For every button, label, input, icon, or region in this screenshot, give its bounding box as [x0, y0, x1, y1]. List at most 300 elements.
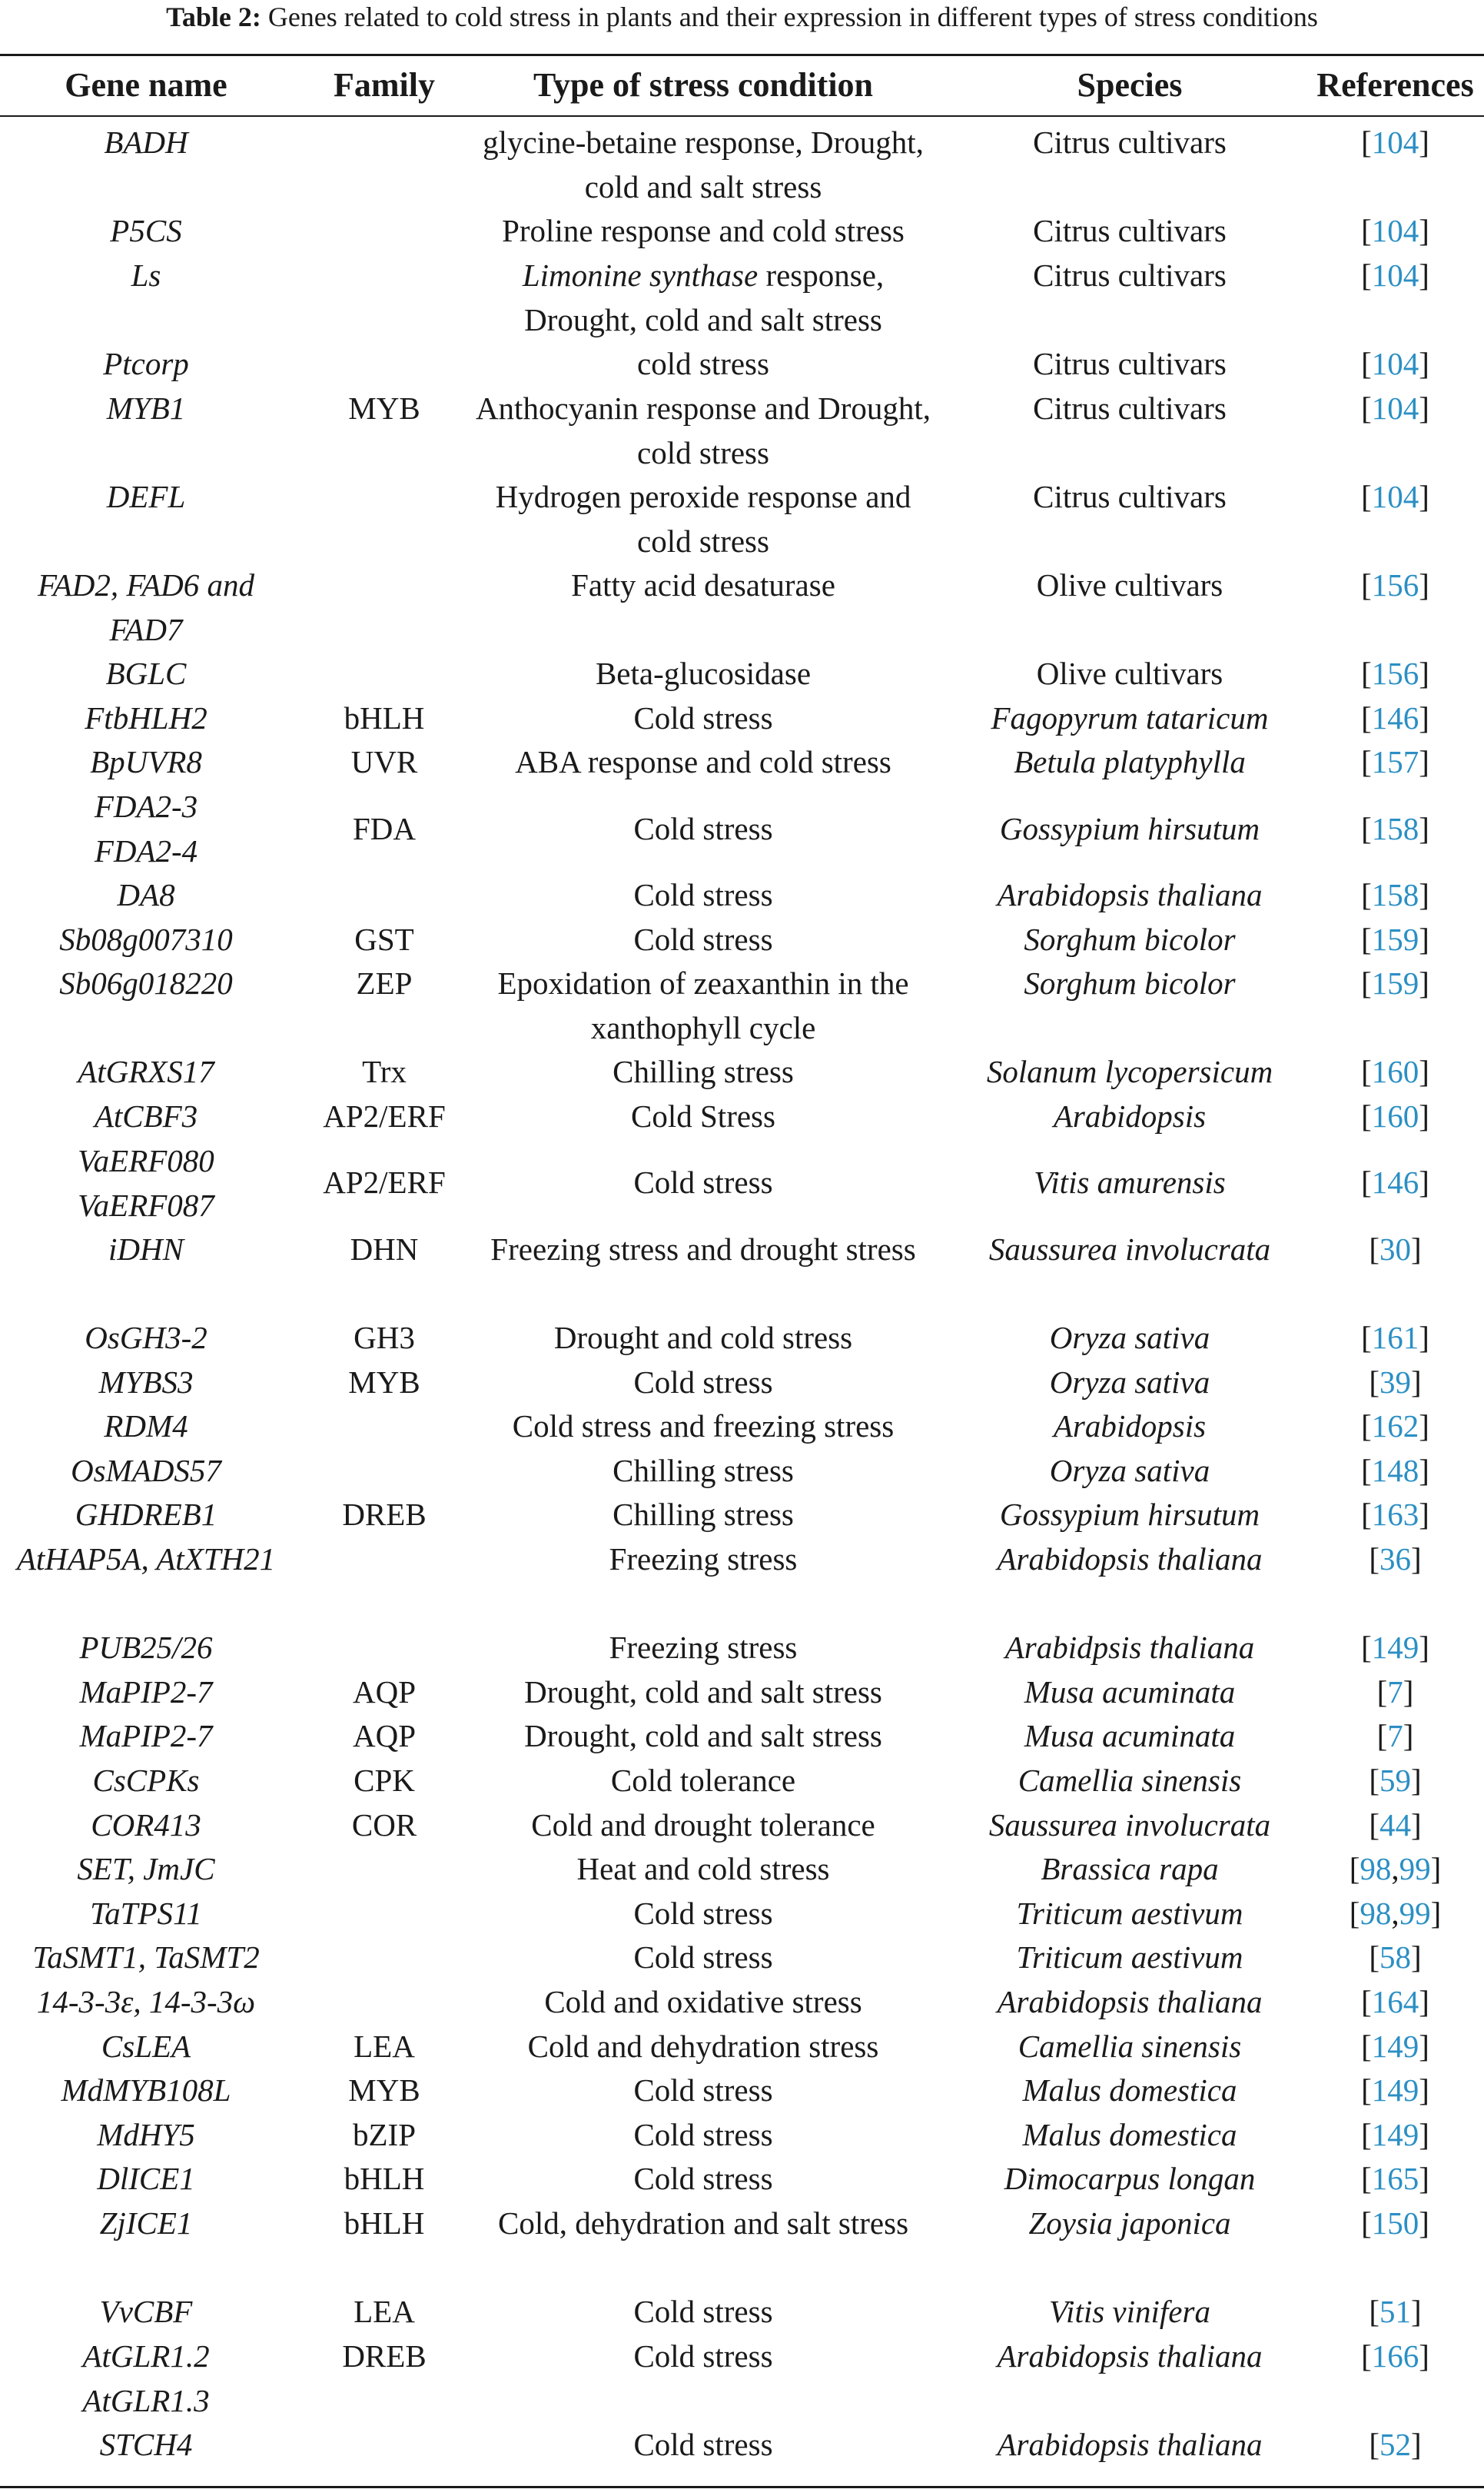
reference-link[interactable]: 58	[1379, 1939, 1411, 1976]
species-cell: Citrus cultivars	[1033, 125, 1227, 160]
reference-link[interactable]: 104	[1371, 257, 1419, 293]
reference-link[interactable]: 36	[1379, 1541, 1411, 1577]
stress-condition-cell: cold stress	[637, 345, 769, 381]
family-cell: AP2/ERF	[323, 1098, 446, 1135]
reference-link[interactable]: 166	[1371, 2338, 1419, 2374]
reference-link[interactable]: 149	[1371, 2028, 1419, 2064]
gene-name-cell: ZjICE1	[99, 2205, 193, 2241]
table-row	[0, 1979, 1484, 2024]
gene-name-cell: iDHN	[108, 1231, 184, 1267]
table-row	[0, 2112, 1484, 2157]
family-cell	[288, 253, 480, 341]
species-cell: Solanum lycopersicum	[986, 1054, 1273, 1090]
column-header-species: Species	[1077, 66, 1183, 104]
reference-link[interactable]: 149	[1371, 1630, 1419, 1666]
gene-name-cell: VaERF080 VaERF087	[78, 1142, 214, 1223]
stress-condition-cell: Epoxidation of zeaxanthin in the xanthophyll cycle	[497, 965, 909, 1046]
stress-condition-cell: Cold stress	[633, 2116, 773, 2152]
references-cell: [104]	[1361, 390, 1429, 426]
family-cell: bZIP	[353, 2116, 416, 2152]
family-cell	[288, 120, 480, 208]
table-row	[0, 208, 1484, 253]
family-cell	[288, 872, 480, 917]
reference-link[interactable]: 162	[1371, 1408, 1419, 1444]
references-cell: [58]	[1369, 1939, 1422, 1976]
references-cell: [149]	[1361, 2116, 1429, 2152]
stress-condition-cell: Cold stress	[633, 810, 773, 846]
reference-link[interactable]: 104	[1371, 390, 1419, 426]
stress-condition-cell: Freezing stress	[609, 1630, 798, 1666]
species-cell: Camellia sinensis	[1018, 1762, 1242, 1798]
table-row	[0, 2422, 1484, 2467]
table-row	[0, 651, 1484, 696]
gene-name-cell: VvCBF	[99, 2294, 193, 2330]
gene-name-cell: FtbHLH2	[85, 700, 207, 736]
table-row	[0, 1935, 1484, 1979]
table-row	[0, 1315, 1484, 1360]
table-row	[0, 563, 1484, 651]
reference-link[interactable]: 59	[1379, 1762, 1411, 1798]
references-cell: [160]	[1361, 1054, 1429, 1090]
references-cell: [163]	[1361, 1497, 1429, 1533]
reference-link[interactable]: 104	[1371, 213, 1419, 249]
gene-name-cell: SET, JmJC	[77, 1851, 215, 1887]
table-row	[0, 1094, 1484, 1138]
gene-name-cell: OsMADS57	[71, 1452, 221, 1488]
table-caption	[0, 0, 1484, 38]
stress-condition-cell: Freezing stress and drought stress	[490, 1231, 916, 1267]
family-cell	[288, 563, 480, 651]
family-cell	[288, 1404, 480, 1448]
species-cell: Citrus cultivars	[1033, 257, 1227, 293]
family-cell: DHN	[350, 1231, 419, 1267]
references-cell: [162]	[1361, 1408, 1429, 1444]
table-row	[0, 1492, 1484, 1537]
gene-name-cell: MdHY5	[97, 2116, 195, 2152]
gene-name-cell: AtHAP5A, AtXTH21	[16, 1541, 276, 1577]
references-cell: [59]	[1369, 1762, 1422, 1798]
stress-condition-cell: Cold and oxidative stress	[544, 1983, 862, 2019]
table-row	[0, 1891, 1484, 1936]
reference-link[interactable]: 51	[1379, 2294, 1411, 2330]
table-row	[0, 696, 1484, 740]
family-cell: bHLH	[344, 700, 425, 736]
column-header-family: Family	[334, 66, 435, 104]
gene-name-cell: BADH	[104, 125, 188, 160]
family-cell	[288, 1625, 480, 1670]
gene-name-cell: MaPIP2-7	[79, 1673, 213, 1710]
species-cell: Betula platyphylla	[1014, 744, 1246, 780]
species-cell: Citrus cultivars	[1033, 213, 1227, 249]
family-cell	[288, 1979, 480, 2024]
reference-link[interactable]: 149	[1371, 2116, 1419, 2152]
species-cell: Triticum aestivum	[1016, 1939, 1243, 1976]
table-row	[0, 1803, 1484, 1847]
reference-link[interactable]: 7	[1387, 1673, 1403, 1710]
gene-name-cell: Sb06g018220	[59, 965, 233, 1002]
species-cell: Olive cultivars	[1036, 567, 1223, 603]
reference-link[interactable]: 104	[1371, 345, 1419, 381]
reference-link[interactable]: 165	[1371, 2161, 1419, 2197]
table-row	[0, 386, 1484, 474]
family-cell: COR	[351, 1806, 417, 1843]
family-cell: MYB	[348, 1364, 420, 1400]
reference-link[interactable]: 156	[1371, 567, 1419, 603]
gene-name-cell: Ptcorp	[103, 345, 189, 381]
references-cell: [148]	[1361, 1452, 1429, 1488]
references-cell: [161]	[1361, 1320, 1429, 1356]
family-cell: Trx	[362, 1054, 407, 1090]
reference-link[interactable]: 163	[1371, 1497, 1419, 1533]
stress-condition-cell: Cold stress	[633, 2294, 773, 2330]
family-cell: DREB	[342, 2338, 427, 2374]
family-cell	[288, 1846, 480, 1891]
references-cell: [156]	[1361, 567, 1429, 603]
reference-link[interactable]: 104	[1371, 125, 1419, 160]
reference-link[interactable]: 164	[1371, 1983, 1419, 2019]
table-row	[0, 1448, 1484, 1493]
species-cell: Sorghum bicolor	[1024, 921, 1236, 957]
table-row	[0, 784, 1484, 872]
stress-condition-cell: Drought, cold and salt stress	[524, 1718, 882, 1754]
gene-name-cell: P5CS	[110, 213, 182, 249]
reference-link[interactable]: 7	[1387, 1718, 1403, 1754]
stress-condition-cell: glycine-betaine response, Drought, cold and salt stress	[483, 125, 924, 204]
family-cell	[288, 208, 480, 253]
table-row	[0, 2201, 1484, 2289]
references-cell: [159]	[1361, 965, 1429, 1002]
species-cell: Oryza sativa	[1049, 1364, 1210, 1400]
stress-condition-cell: Anthocyanin response and Drought, cold stress	[475, 390, 931, 470]
gene-name-cell: Sb08g007310	[59, 921, 233, 957]
table-row	[0, 2024, 1484, 2069]
species-cell: Arabidopsis thaliana	[997, 2426, 1263, 2462]
species-cell: Musa acuminata	[1024, 1673, 1236, 1710]
gene-name-cell: CsCPKs	[92, 1762, 200, 1798]
species-cell: Arabidopsis	[1053, 1098, 1207, 1135]
reference-link[interactable]: 146	[1371, 700, 1419, 736]
gene-name-cell: AtGLR1.2 AtGLR1.3	[82, 2338, 210, 2418]
stress-condition-cell: Cold stress	[633, 1939, 773, 1976]
table-bottom-rule	[0, 2486, 1484, 2488]
gene-name-cell: AtCBF3	[94, 1098, 198, 1135]
stress-condition-cell: Cold and dehydration stress	[527, 2028, 879, 2064]
references-cell: [150]	[1361, 2205, 1429, 2241]
reference-link[interactable]: 158	[1371, 877, 1419, 913]
reference-link[interactable]: 148	[1371, 1452, 1419, 1488]
family-cell: MYB	[348, 390, 420, 426]
table-row	[0, 1758, 1484, 1803]
stress-condition-cell: Limonine synthase response, Drought, cold and salt stress	[522, 257, 885, 337]
references-cell: [156]	[1361, 656, 1429, 692]
stress-condition-cell: Cold tolerance	[610, 1762, 796, 1798]
species-cell: Saussurea involucrata	[988, 1806, 1271, 1843]
family-cell: LEA	[354, 2028, 415, 2064]
references-cell: [165]	[1361, 2161, 1429, 2197]
stress-condition-cell: Cold Stress	[631, 1098, 775, 1135]
reference-link[interactable]: 149	[1371, 2072, 1419, 2109]
table-header-rule	[0, 115, 1484, 117]
gene-name-cell: MaPIP2-7	[79, 1718, 213, 1754]
species-cell: Arabidopsis thaliana	[997, 1983, 1263, 2019]
species-cell: Camellia sinensis	[1018, 2028, 1242, 2064]
species-cell: Saussurea involucrata	[988, 1231, 1271, 1267]
species-cell: Sorghum bicolor	[1024, 965, 1236, 1002]
species-cell: Arabidopsis thaliana	[997, 2338, 1263, 2374]
reference-link[interactable]: 52	[1379, 2426, 1411, 2462]
stress-condition-cell: Drought, cold and salt stress	[524, 1673, 882, 1710]
references-cell: [104]	[1361, 478, 1429, 514]
stress-condition-cell: Cold stress	[633, 1165, 773, 1201]
species-cell: Zoysia japonica	[1028, 2205, 1231, 2241]
gene-name-cell: DA8	[117, 877, 175, 913]
stress-condition-cell: Cold stress	[633, 2072, 773, 2109]
stress-condition-cell: Cold stress	[633, 2161, 773, 2197]
stress-condition-cell: Hydrogen peroxide response and cold stress	[495, 478, 911, 559]
stress-condition-cell: Cold stress	[633, 2338, 773, 2374]
table-row	[0, 1227, 1484, 1315]
family-cell	[288, 1537, 480, 1625]
family-cell: bHLH	[344, 2205, 425, 2241]
stress-condition-cell: Heat and cold stress	[576, 1851, 830, 1887]
table-row	[0, 1625, 1484, 1670]
column-header-stress-condition: Type of stress condition	[533, 66, 874, 104]
table-row	[0, 341, 1484, 386]
family-cell	[288, 1448, 480, 1493]
references-cell: [159]	[1361, 921, 1429, 957]
reference-link[interactable]: 44	[1379, 1806, 1411, 1843]
family-cell: ZEP	[356, 965, 413, 1002]
table-row	[0, 739, 1484, 784]
table-caption-text: Genes related to cold stress in plants and their expression in different types of stress conditions	[261, 2, 1318, 32]
references-cell: [158]	[1361, 877, 1429, 913]
family-cell: AQP	[352, 1718, 417, 1754]
references-cell: [164]	[1361, 1983, 1429, 2019]
references-cell: [160]	[1361, 1098, 1429, 1135]
species-cell: Gossypium hirsutum	[999, 810, 1260, 846]
reference-link[interactable]: 39	[1379, 1364, 1411, 1400]
table-row	[0, 1049, 1484, 1094]
species-cell: Arabidopsis	[1053, 1408, 1207, 1444]
table-top-rule	[0, 54, 1484, 56]
gene-name-cell: RDM4	[104, 1408, 188, 1444]
references-cell: [104]	[1361, 213, 1429, 249]
gene-name-cell: OsGH3-2	[85, 1320, 207, 1356]
table-body	[0, 120, 1484, 2466]
family-cell: bHLH	[344, 2161, 425, 2197]
table-row	[0, 1138, 1484, 1227]
gene-name-cell: FAD2, FAD6 and FAD7	[37, 567, 255, 647]
gene-name-cell: PUB25/26	[79, 1630, 213, 1666]
references-cell: [36]	[1369, 1541, 1422, 1577]
stress-condition-cell: Cold stress and freezing stress	[512, 1408, 895, 1444]
references-cell: [98,99]	[1349, 1895, 1442, 1931]
species-cell: Olive cultivars	[1036, 656, 1223, 692]
stress-condition-cell: Proline response and cold stress	[502, 213, 905, 249]
species-cell: Musa acuminata	[1024, 1718, 1236, 1754]
references-cell: [158]	[1361, 810, 1429, 846]
species-cell: Triticum aestivum	[1016, 1895, 1243, 1931]
stress-condition-cell: Beta-glucosidase	[595, 656, 812, 692]
gene-name-cell: Ls	[131, 257, 161, 293]
species-cell: Vitis amurensis	[1034, 1165, 1226, 1201]
references-cell: [166]	[1361, 2338, 1429, 2374]
references-cell: [30]	[1369, 1231, 1422, 1267]
reference-link[interactable]: 159	[1371, 965, 1419, 1002]
references-cell: [39]	[1369, 1364, 1422, 1400]
gene-name-cell: 14-3-3ε, 14-3-3ω	[36, 1983, 256, 2019]
gene-name-cell: TaTPS11	[90, 1895, 202, 1931]
reference-link[interactable]: 158	[1371, 810, 1419, 846]
reference-link[interactable]: 160	[1371, 1054, 1419, 1090]
family-cell	[288, 1935, 480, 1979]
stress-condition-cell: Chilling stress	[613, 1497, 794, 1533]
references-cell: [51]	[1369, 2294, 1422, 2330]
references-cell: [157]	[1361, 744, 1429, 780]
stress-condition-cell: Cold stress	[633, 921, 773, 957]
gene-name-cell: CsLEA	[101, 2028, 191, 2064]
stress-condition-cell: Cold and drought tolerance	[531, 1806, 875, 1843]
species-cell: Arabidpsis thaliana	[1004, 1630, 1255, 1666]
gene-name-cell: BGLC	[105, 656, 187, 692]
reference-link[interactable]: 161	[1371, 1320, 1419, 1356]
stress-condition-cell: ABA response and cold stress	[515, 744, 891, 780]
species-cell: Citrus cultivars	[1033, 478, 1227, 514]
table-row	[0, 1537, 1484, 1625]
stress-condition-cell: Cold stress	[633, 700, 773, 736]
family-cell	[288, 2422, 480, 2467]
table-row	[0, 917, 1484, 962]
family-cell	[288, 341, 480, 386]
table-row	[0, 2156, 1484, 2201]
references-cell: [7]	[1376, 1673, 1414, 1710]
table-row	[0, 1713, 1484, 1758]
table-row	[0, 474, 1484, 563]
species-cell: Dimocarpus longan	[1004, 2161, 1256, 2197]
references-cell: [149]	[1361, 2028, 1429, 2064]
species-cell: Gossypium hirsutum	[999, 1497, 1260, 1533]
species-cell: Fagopyrum tataricum	[991, 700, 1269, 736]
reference-link[interactable]: 30	[1379, 1231, 1411, 1267]
gene-name-cell: DlICE1	[97, 2161, 195, 2197]
table-row	[0, 1404, 1484, 1448]
column-header-references: References	[1316, 66, 1474, 104]
table-row	[0, 961, 1484, 1049]
family-cell: GST	[354, 921, 414, 957]
table-row	[0, 1670, 1484, 1714]
family-cell: LEA	[354, 2294, 415, 2330]
species-cell: Citrus cultivars	[1033, 345, 1227, 381]
reference-link[interactable]: 104	[1371, 478, 1419, 514]
references-cell: [104]	[1361, 257, 1429, 293]
references-cell: [98,99]	[1349, 1851, 1442, 1887]
reference-link[interactable]: 98	[1360, 1851, 1392, 1887]
references-cell: [104]	[1361, 345, 1429, 381]
family-cell	[288, 651, 480, 696]
table-row	[0, 2068, 1484, 2112]
table-row	[0, 1360, 1484, 1404]
species-cell: Oryza sativa	[1049, 1452, 1210, 1488]
species-cell: Citrus cultivars	[1033, 390, 1227, 426]
family-cell: MYB	[348, 2072, 420, 2109]
table-header	[0, 58, 1484, 112]
references-cell: [52]	[1369, 2426, 1422, 2462]
gene-name-cell: GHDREB1	[75, 1497, 217, 1533]
species-cell: Malus domestica	[1022, 2072, 1237, 2109]
reference-link[interactable]: 159	[1371, 921, 1419, 957]
gene-name-cell: AtGRXS17	[78, 1054, 214, 1090]
reference-link[interactable]: 99	[1399, 1895, 1431, 1931]
references-cell: [7]	[1376, 1718, 1414, 1754]
species-cell: Vitis vinifera	[1049, 2294, 1210, 2330]
gene-name-cell: TaSMT1, TaSMT2	[32, 1939, 260, 1976]
references-cell: [44]	[1369, 1806, 1422, 1843]
species-cell: Brassica rapa	[1041, 1851, 1219, 1887]
table-row	[0, 253, 1484, 341]
reference-link[interactable]: 99	[1399, 1851, 1431, 1887]
table-row	[0, 2289, 1484, 2334]
stress-condition-cell: Drought and cold stress	[553, 1320, 853, 1356]
references-cell: [149]	[1361, 1630, 1429, 1666]
stress-condition-cell: Cold stress	[633, 877, 773, 913]
stress-condition-cell: Chilling stress	[613, 1452, 794, 1488]
reference-link[interactable]: 156	[1371, 656, 1419, 692]
family-cell: CPK	[354, 1762, 415, 1798]
table-row	[0, 120, 1484, 208]
references-cell: [149]	[1361, 2072, 1429, 2109]
table-row	[0, 1846, 1484, 1891]
family-cell: UVR	[350, 744, 418, 780]
gene-name-cell: STCH4	[99, 2426, 193, 2462]
stress-condition-cell: Cold, dehydration and salt stress	[497, 2205, 909, 2241]
species-cell: Arabidopsis thaliana	[997, 1541, 1263, 1577]
stress-condition-cell: Cold stress	[633, 1895, 773, 1931]
table-row	[0, 872, 1484, 917]
family-cell: GH3	[354, 1320, 415, 1356]
table-row	[0, 2334, 1484, 2422]
gene-name-cell: FDA2-3 FDA2-4	[94, 788, 198, 869]
gene-name-cell: COR413	[91, 1806, 201, 1843]
references-cell: [146]	[1361, 700, 1429, 736]
stress-condition-cell: Chilling stress	[613, 1054, 794, 1090]
family-cell: FDA	[352, 810, 417, 846]
stress-condition-cell: Freezing stress	[609, 1541, 798, 1577]
stress-condition-cell: Cold stress	[633, 1364, 773, 1400]
references-cell: [146]	[1361, 1165, 1429, 1201]
species-cell: Malus domestica	[1022, 2116, 1237, 2152]
table-caption-label: Table 2:	[166, 2, 261, 32]
gene-name-cell: MdMYB108L	[61, 2072, 231, 2109]
reference-link[interactable]: 150	[1371, 2205, 1419, 2241]
gene-name-cell: DEFL	[106, 478, 186, 514]
family-cell: DREB	[342, 1497, 427, 1533]
column-header-gene-name: Gene name	[65, 66, 227, 104]
stress-condition-cell: Cold stress	[633, 2426, 773, 2462]
species-cell: Arabidopsis thaliana	[997, 877, 1263, 913]
reference-link[interactable]: 160	[1371, 1098, 1419, 1135]
references-cell: [104]	[1361, 125, 1429, 160]
family-cell: AP2/ERF	[323, 1165, 446, 1201]
family-cell: AQP	[352, 1673, 417, 1710]
gene-name-cell: BpUVR8	[90, 744, 202, 780]
gene-name-cell: MYB1	[106, 390, 186, 426]
reference-link[interactable]: 98	[1360, 1895, 1392, 1931]
family-cell	[288, 1891, 480, 1936]
family-cell	[288, 474, 480, 563]
species-cell: Oryza sativa	[1049, 1320, 1210, 1356]
reference-link[interactable]: 146	[1371, 1165, 1419, 1201]
reference-link[interactable]: 157	[1371, 744, 1419, 780]
